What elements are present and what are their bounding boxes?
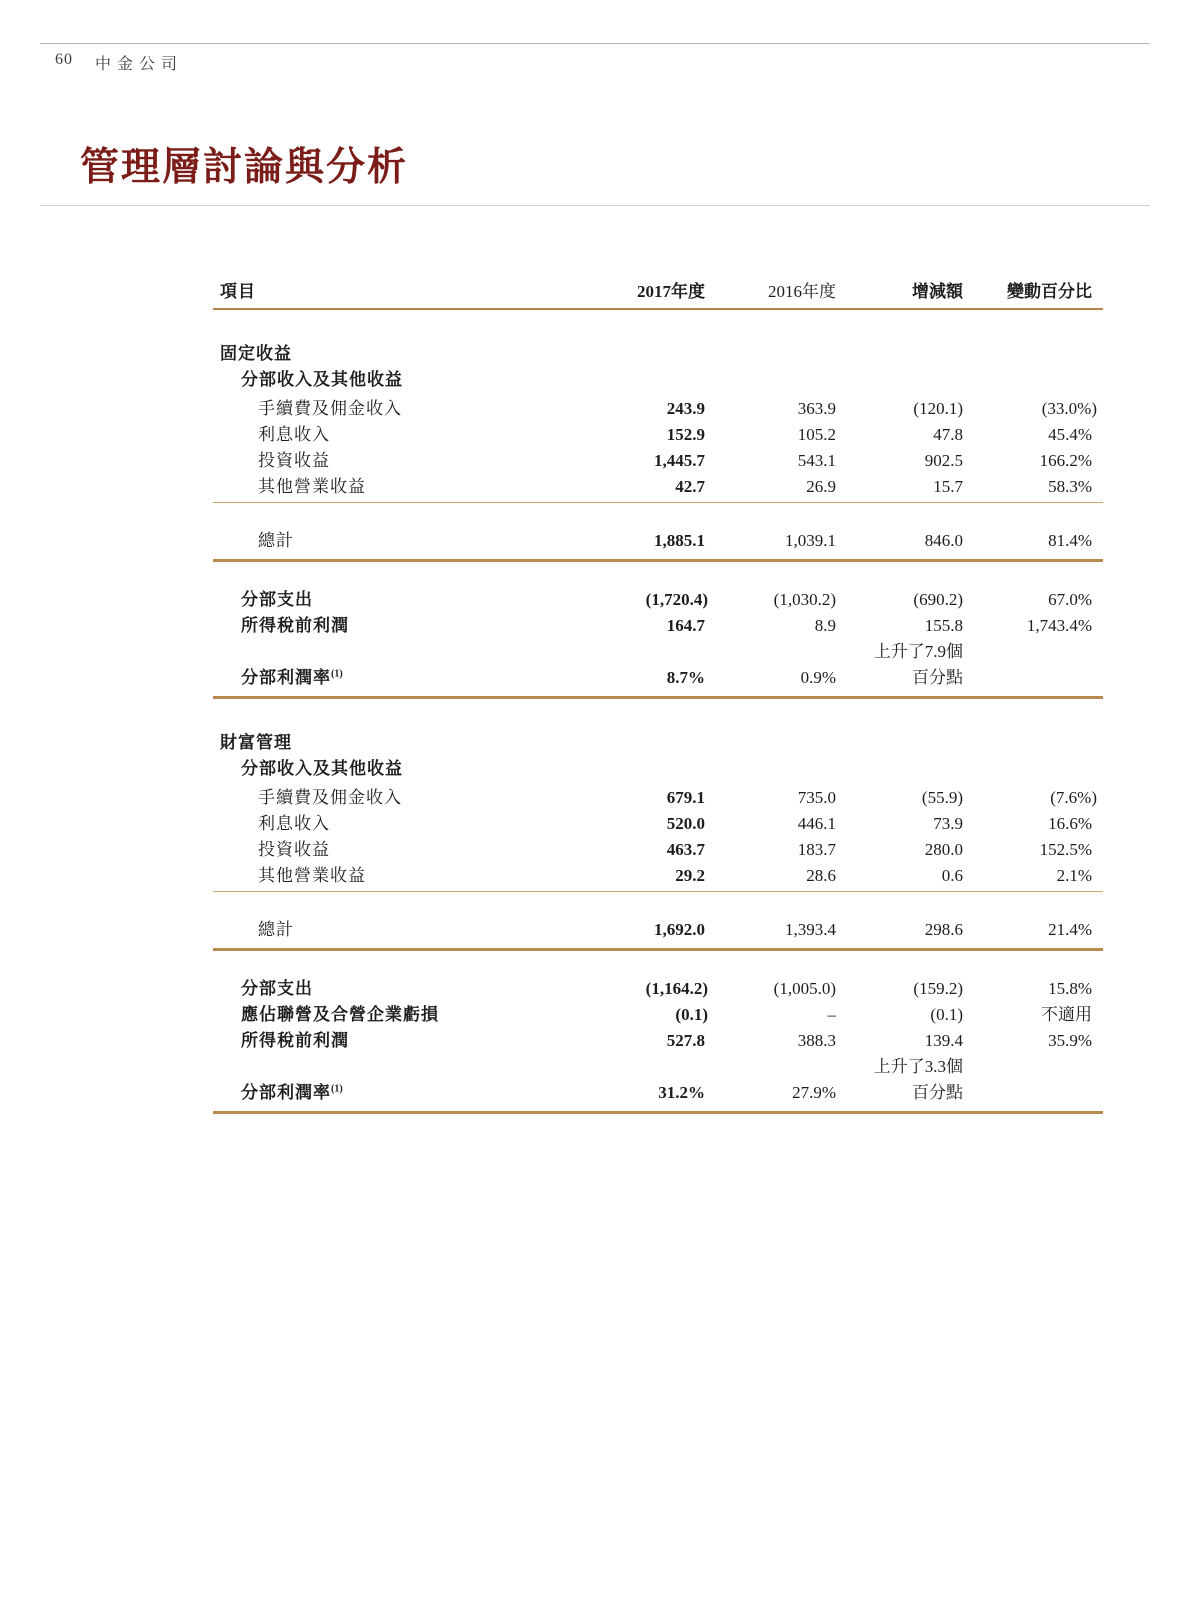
table-body [213, 340, 1103, 1114]
table-row [213, 862, 1103, 888]
value-2016: 446.1 [797, 813, 836, 833]
table-row [213, 755, 1103, 781]
value-2016: 1,393.4 [785, 919, 836, 939]
table-row [213, 473, 1103, 499]
value-2016: 388.3 [797, 1030, 836, 1050]
row-label: 所得稅前利潤 [241, 1030, 349, 1050]
table-row [213, 1001, 1103, 1027]
row-label: 利息收入 [258, 813, 330, 833]
financial-table [213, 283, 1103, 1114]
value-2017: 1,445.7 [654, 450, 705, 470]
table-header-row [213, 283, 1103, 310]
value-change: (55.9) [921, 787, 963, 807]
table-row [213, 638, 1103, 664]
row-label: 其他營業收益 [258, 865, 366, 885]
value-pct: 45.4% [1048, 424, 1092, 444]
value-2017: 8.7% [666, 667, 705, 687]
value-2017: 243.9 [666, 398, 705, 418]
table-row [213, 729, 1103, 755]
row-label: 財富管理 [220, 732, 292, 752]
value-2016: 363.9 [797, 398, 836, 418]
value-pct: 67.0% [1048, 589, 1092, 609]
row-label: 總計 [258, 919, 294, 939]
row-label: 手續費及佣金收入 [258, 787, 402, 807]
value-pct: 81.4% [1048, 530, 1092, 550]
value-2016: (1,005.0) [773, 978, 836, 998]
value-2017: (1,720.4) [645, 589, 708, 609]
table-row [213, 1079, 1103, 1105]
value-change: 上升了3.3個 [873, 1056, 963, 1076]
row-label: 所得稅前利潤 [241, 615, 349, 635]
row-label: 分部支出 [241, 978, 313, 998]
value-2017: 520.0 [666, 813, 705, 833]
column-header-2017: 2017年度 [637, 282, 705, 301]
value-2016: 543.1 [797, 450, 836, 470]
row-label: 其他營業收益 [258, 476, 366, 496]
value-2016: 28.6 [806, 865, 836, 885]
row-label: 分部利潤率$^{(1)}$ [241, 1082, 343, 1102]
column-header-item: 項目 [220, 282, 256, 301]
value-pct: 166.2% [1039, 450, 1092, 470]
table-row [213, 612, 1103, 638]
table-row [213, 975, 1103, 1001]
company-name: 中金公司 [95, 56, 184, 73]
value-pct: (33.0%) [1041, 398, 1097, 418]
value-change: 47.8 [933, 424, 963, 444]
value-2017: 29.2 [675, 865, 705, 885]
row-label: 分部支出 [241, 589, 313, 609]
value-change: 0.6 [941, 865, 963, 885]
value-2017: 679.1 [666, 787, 705, 807]
value-2016: – [827, 1004, 836, 1024]
row-label: 分部收入及其他收益 [241, 758, 403, 778]
value-2017: 164.7 [666, 615, 705, 635]
title-rule [40, 205, 1150, 206]
value-2016: 8.9 [814, 615, 836, 635]
value-change: 百分點 [912, 1082, 963, 1102]
value-2017: 42.7 [675, 476, 705, 496]
value-change: 上升了7.9個 [873, 641, 963, 661]
table-row [213, 447, 1103, 473]
table-row [213, 366, 1103, 392]
value-pct: 1,743.4% [1026, 615, 1092, 635]
page-title: 管理層討論與分析 [80, 146, 409, 189]
value-2016: 27.9% [792, 1082, 836, 1102]
value-change: 139.4 [924, 1030, 963, 1050]
value-change: 百分點 [912, 667, 963, 687]
table-row [213, 916, 1103, 942]
value-2016: 735.0 [797, 787, 836, 807]
table-row [213, 836, 1103, 862]
value-2016: 26.9 [806, 476, 836, 496]
table-rule-thin [213, 891, 1103, 892]
row-label: 分部利潤率$^{(1)}$ [241, 667, 343, 687]
table-row [213, 421, 1103, 447]
value-pct: 16.6% [1048, 813, 1092, 833]
table-row [213, 395, 1103, 421]
row-label: 投資收益 [258, 450, 330, 470]
row-label: 分部收入及其他收益 [241, 369, 403, 389]
value-pct: 58.3% [1048, 476, 1092, 496]
table-row [213, 1053, 1103, 1079]
table-row [213, 527, 1103, 553]
value-2017: (1,164.2) [645, 978, 708, 998]
row-label: 應佔聯營及合營企業虧損 [241, 1004, 439, 1024]
table-rule-thick [213, 696, 1103, 699]
table-rule-thick [213, 1111, 1103, 1114]
value-2017: 31.2% [658, 1082, 705, 1102]
value-2017: (0.1) [675, 1004, 708, 1024]
value-change: 15.7 [933, 476, 963, 496]
footnote-ref: (1) [331, 1082, 343, 1094]
value-2017: 1,885.1 [654, 530, 705, 550]
value-change: 846.0 [924, 530, 963, 550]
value-2016: 0.9% [800, 667, 836, 687]
value-2017: 1,692.0 [654, 919, 705, 939]
column-header-change: 增減額 [912, 282, 963, 301]
value-change: 298.6 [924, 919, 963, 939]
table-row [213, 340, 1103, 366]
value-2017: 152.9 [666, 424, 705, 444]
value-change: 280.0 [924, 839, 963, 859]
value-change: (159.2) [913, 978, 963, 998]
table-row [213, 664, 1103, 690]
table-row [213, 586, 1103, 612]
row-label: 總計 [258, 530, 294, 550]
value-change: (0.1) [930, 1004, 963, 1024]
table-row [213, 810, 1103, 836]
value-2017: 463.7 [666, 839, 705, 859]
value-pct: 15.8% [1048, 978, 1092, 998]
value-pct: 不適用 [1041, 1004, 1092, 1024]
table-rule-thin [213, 502, 1103, 503]
column-header-pct: 變動百分比 [1007, 282, 1092, 301]
row-label: 固定收益 [220, 343, 292, 363]
value-change: 73.9 [933, 813, 963, 833]
table-rule-thick [213, 559, 1103, 562]
value-pct: (7.6%) [1050, 787, 1097, 807]
value-change: 155.8 [924, 615, 963, 635]
page-number: 60 [55, 51, 73, 68]
table-row [213, 784, 1103, 810]
value-pct: 21.4% [1048, 919, 1092, 939]
value-change: (690.2) [913, 589, 963, 609]
footnote-ref: (1) [331, 667, 343, 679]
value-2016: 183.7 [797, 839, 836, 859]
row-label: 利息收入 [258, 424, 330, 444]
value-pct: 35.9% [1048, 1030, 1092, 1050]
value-2017: 527.8 [666, 1030, 705, 1050]
value-change: 902.5 [924, 450, 963, 470]
row-label: 手續費及佣金收入 [258, 398, 402, 418]
table-rule-thick [213, 948, 1103, 951]
table-row [213, 1027, 1103, 1053]
column-header-2016: 2016年度 [768, 282, 836, 301]
value-change: (120.1) [913, 398, 963, 418]
value-pct: 152.5% [1039, 839, 1092, 859]
value-2016: (1,030.2) [773, 589, 836, 609]
value-pct: 2.1% [1056, 865, 1092, 885]
value-2016: 1,039.1 [785, 530, 836, 550]
row-label: 投資收益 [258, 839, 330, 859]
page-header [55, 51, 183, 74]
value-2016: 105.2 [797, 424, 836, 444]
header-rule [40, 43, 1150, 44]
